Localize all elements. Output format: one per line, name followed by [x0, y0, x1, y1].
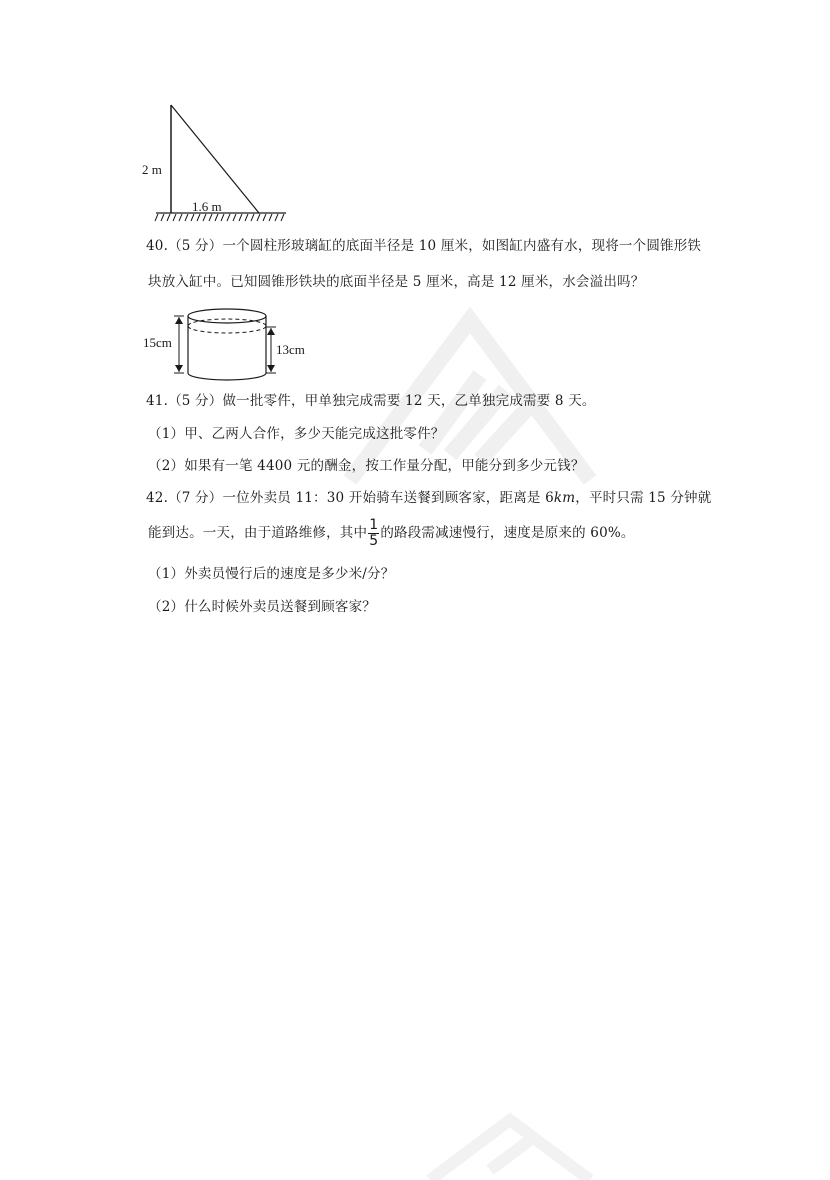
q42-sub1: （1）外卖员慢行后的速度是多少米/分？: [148, 566, 395, 582]
question-number: 41.: [146, 393, 169, 409]
q41-sub1: （1）甲、乙两人合作，多少天能完成这批零件？: [148, 426, 445, 442]
q40-line1: [146, 236, 701, 256]
ladder-triangle-figure: [140, 95, 300, 230]
cylinder-figure: [140, 300, 340, 385]
question-text: 做一批零件，甲单独完成需要 12 天，乙单独完成需要 8 天。: [222, 393, 596, 409]
fraction-denominator: 5: [369, 533, 379, 549]
question-text: 能到达。一天，由于道路维修，其中: [148, 525, 368, 541]
question-text: ，平时只需 15 分钟就: [575, 490, 712, 506]
question-text: 一位外卖员 11：30 开始骑车送餐到顾客家，距离是 6: [222, 490, 554, 506]
unit-km: km: [553, 490, 576, 506]
question-number: 40.: [146, 238, 169, 254]
q41-sub2: （2）如果有一笔 4400 元的酬金，按工作量分配，甲能分到多少元钱？: [148, 458, 585, 474]
q40-line2: 块放入缸中。已知圆锥形铁块的底面半径是 5 厘米，高是 12 厘米，水会溢出吗？: [148, 274, 645, 290]
base-label: 1.6 m: [192, 199, 222, 214]
q42-line2: [148, 517, 635, 549]
water-height-label: 13cm: [276, 342, 305, 357]
question-text: 的路段需减速慢行，速度是原来的 60%。: [380, 525, 635, 541]
question-points: （5 分）: [168, 393, 223, 409]
question-number: 42.: [146, 490, 169, 506]
watermark-logo-icon: [420, 1110, 620, 1180]
fraction-one-fifth: [368, 518, 379, 549]
question-points: （7 分）: [168, 490, 223, 506]
outer-height-label: 15cm: [143, 335, 172, 350]
question-text: 一个圆柱形玻璃缸的底面半径是 10 厘米，如图缸内盛有水，现将一个圆锥形铁: [222, 238, 702, 254]
question-points: （5 分）: [168, 238, 223, 254]
height-label: 2 m: [142, 162, 162, 177]
q41-stem: [146, 391, 596, 411]
q42-line1: [146, 488, 711, 508]
fraction-numerator: 1: [369, 517, 379, 533]
q42-sub2: （2）什么时候外卖员送餐到顾客家？: [148, 599, 376, 615]
